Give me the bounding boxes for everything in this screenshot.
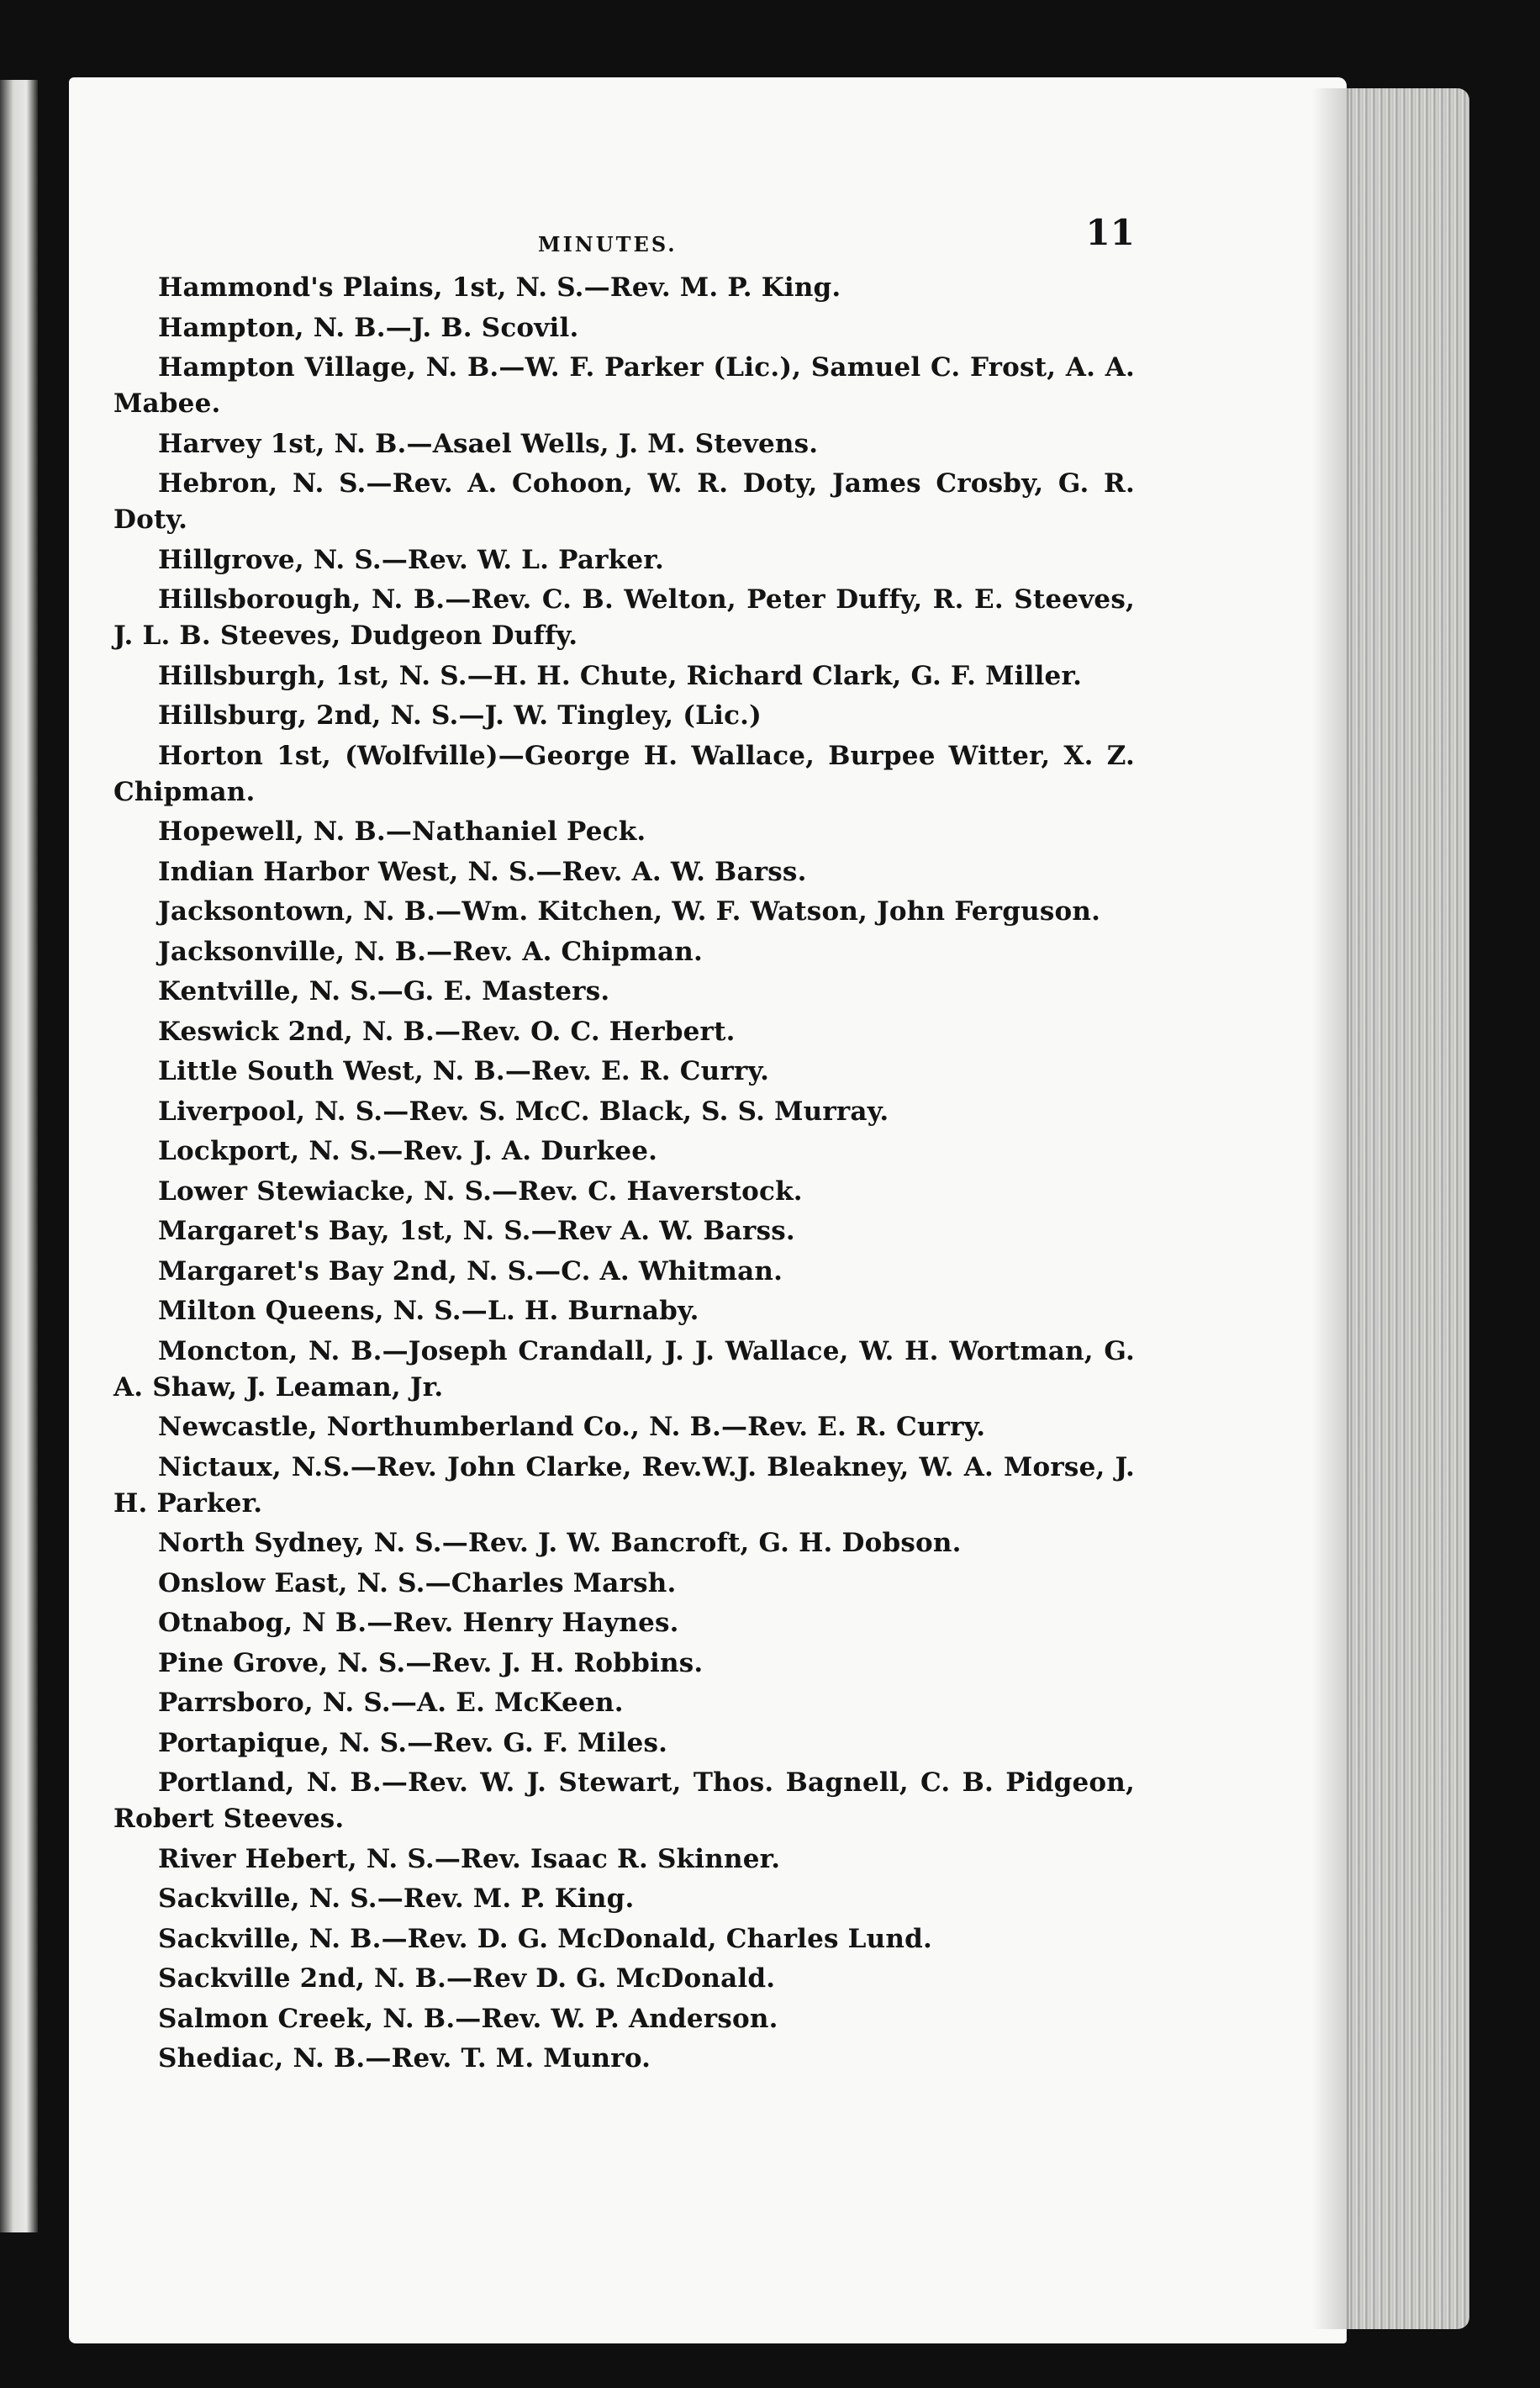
list-item: Hopewell, N. B.—Nathaniel Peck. — [158, 816, 646, 847]
list-item: Milton Queens, N. S.—L. H. Burnaby. — [158, 1296, 699, 1326]
list-item: Jacksonville, N. B.—Rev. A. Chipman. — [158, 936, 704, 967]
list-item: Margaret's Bay, 1st, N. S.—Rev A. W. Barss. — [158, 1216, 795, 1246]
facing-page-edge — [0, 80, 38, 2232]
list-item: Little South West, N. B.—Rev. E. R. Curry. — [158, 1056, 770, 1086]
list-item: Hillsburgh, 1st, N. S.—H. H. Chute, Richard Clark, G. F. Miller. — [158, 660, 1083, 691]
list-item: Pine Grove, N. S.—Rev. J. H. Robbins. — [158, 1647, 704, 1678]
page-content — [113, 214, 1135, 2081]
list-item: Sackville, N. B.—Rev. D. G. McDonald, Charles Lund. — [158, 1923, 933, 1954]
list-item: River Hebert, N. S.—Rev. Isaac R. Skinner. — [158, 1843, 781, 1874]
list-item: Sackville 2nd, N. B.—Rev D. G. McDonald. — [158, 1963, 776, 1994]
list-item: Kentville, N. S.—G. E. Masters. — [158, 976, 610, 1006]
list-item: Margaret's Bay 2nd, N. S.—C. A. Whitman. — [158, 1255, 783, 1286]
list-item: Shediac, N. B.—Rev. T. M. Munro. — [158, 2043, 651, 2074]
list-item: Indian Harbor West, N. S.—Rev. A. W. Barss. — [158, 856, 807, 887]
list-item: Hillgrove, N. S.—Rev. W. L. Parker. — [158, 544, 664, 575]
list-item: Lockport, N. S.—Rev. J. A. Durkee. — [158, 1136, 658, 1166]
list-item: Jacksontown, N. B.—Wm. Kitchen, W. F. Watson, John Ferguson. — [158, 896, 1101, 927]
page-edge-shadow — [1311, 88, 1349, 2329]
list-item: Onslow East, N. S.—Charles Marsh. — [158, 1567, 677, 1598]
list-item: Newcastle, Northumberland Co., N. B.—Rev. E. R. Curry. — [158, 1412, 986, 1442]
running-head: MINUTES. — [538, 232, 678, 256]
list-item: Hebron, N. S.—Rev. A. Cohoon, W. R. Doty, James Crosby, G. R. Doty. — [113, 468, 1135, 535]
list-item: Portland, N. B.—Rev. W. J. Stewart, Thos. Bagnell, C. B. Pidgeon, Robert Steeves. — [113, 1767, 1135, 1834]
church-delegate-list — [113, 270, 1135, 2077]
book-fore-edge — [1343, 88, 1469, 2329]
list-item: Hillsburg, 2nd, N. S.—J. W. Tingley, (Lic.) — [158, 700, 762, 731]
list-item: Moncton, N. B.—Joseph Crandall, J. J. Wallace, W. H. Wortman, G. A. Shaw, J. Leaman, Jr. — [113, 1335, 1135, 1403]
page-number: 11 — [1085, 212, 1135, 253]
list-item: Sackville, N. S.—Rev. M. P. King. — [158, 1883, 635, 1914]
list-item: Keswick 2nd, N. B.—Rev. O. C. Herbert. — [158, 1016, 736, 1047]
list-item: Horton 1st, (Wolfville)—George H. Wallace, Burpee Witter, X. Z. Chipman. — [113, 740, 1135, 807]
page-header — [113, 214, 1135, 265]
list-item: Hammond's Plains, 1st, N. S.—Rev. M. P. King. — [158, 272, 841, 303]
list-item: Hampton, N. B.—J. B. Scovil. — [158, 312, 579, 343]
list-item: Parrsboro, N. S.—A. E. McKeen. — [158, 1688, 624, 1718]
list-item: Hampton Village, N. B.—W. F. Parker (Lic.), Samuel C. Frost, A. A. Mabee. — [113, 352, 1135, 419]
list-item: Harvey 1st, N. B.—Asael Wells, J. M. Stevens. — [158, 428, 819, 459]
list-item: Salmon Creek, N. B.—Rev. W. P. Anderson. — [158, 2003, 778, 2034]
list-item: Portapique, N. S.—Rev. G. F. Miles. — [158, 1727, 668, 1758]
list-item: Hillsborough, N. B.—Rev. C. B. Welton, Peter Duffy, R. E. Steeves, J. L. B. Steeves, Dudgeon Duffy. — [113, 584, 1135, 651]
list-item: Nictaux, N.S.—Rev. John Clarke, Rev.W.J. Bleakney, W. A. Morse, J. H. Parker. — [113, 1451, 1135, 1519]
list-item: Otnabog, N B.—Rev. Henry Haynes. — [158, 1608, 679, 1638]
list-item: Liverpool, N. S.—Rev. S. McC. Black, S. S. Murray. — [158, 1096, 889, 1127]
list-item: North Sydney, N. S.—Rev. J. W. Bancroft, G. H. Dobson. — [158, 1528, 962, 1558]
list-item: Lower Stewiacke, N. S.—Rev. C. Haverstock. — [158, 1176, 803, 1207]
